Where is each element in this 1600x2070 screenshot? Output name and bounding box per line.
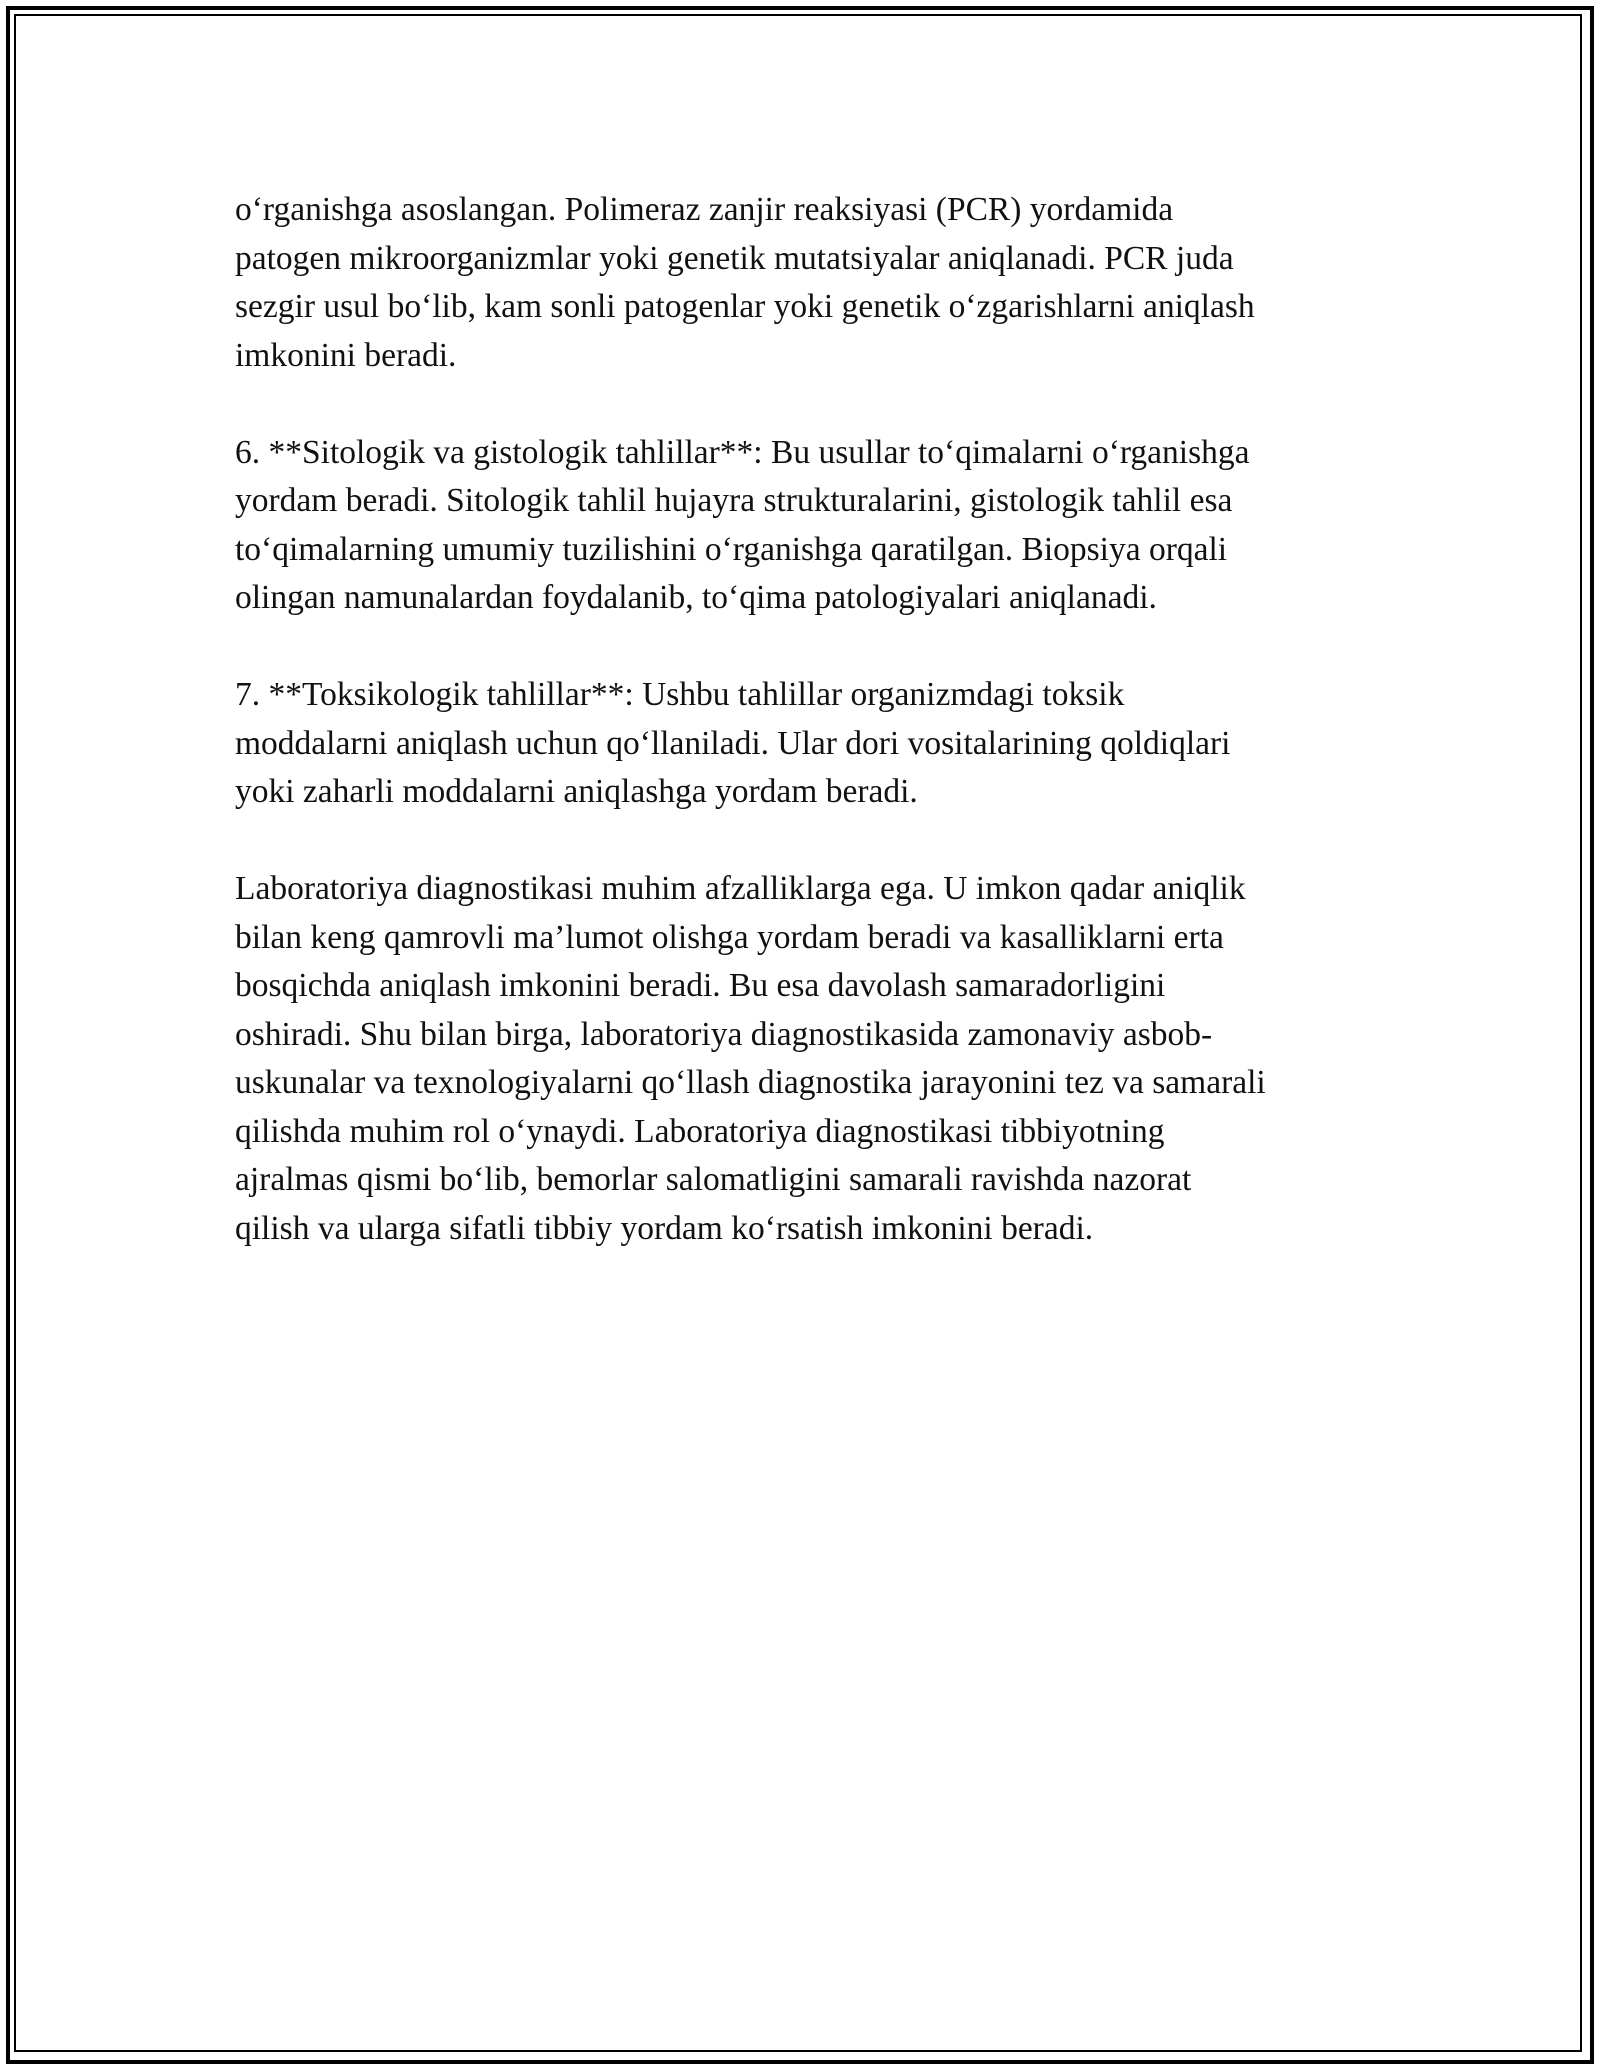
- paragraph-toxicology: 7. **Toksikologik tahlillar**: Ushbu tahlillar organizmdagi toksik moddalarni aniqlash uchun qo‘llaniladi. Ular dori vositalarining qoldiqlari yoki zaharli moddalarni aniqlashga yordam beradi.: [235, 676, 1231, 810]
- paragraph-cytology-histology: 6. **Sitologik va gistologik tahlillar**: Bu usullar to‘qimalarni o‘rganishga yordam beradi. Sitologik tahlil hujayra strukturalarini, gistologik tahlil esa to‘qimalarning umumiy tuzilishini o‘rganishga qaratilgan. Biopsiya orqali olingan namunalardan foydalanib, to‘qima patologiyalari aniqlanadi.: [235, 433, 1250, 616]
- paragraph-conclusion: Laboratoriya diagnostikasi muhim afzalliklarga ega. U imkon qadar aniqlik bilan keng qamrovli ma’lumot olishga yordam beradi va kasalliklarni erta bosqichda aniqlash imkonini beradi. Bu esa davolash samaradorligini oshiradi. Shu bilan birga, laboratoriya diagnostikasida zamonaviy asbob- uskunalar va texnologiyalarni qo‘llash diagnostika jarayonini tez va samarali qilishda muhim rol o‘ynaydi. Laboratoriya diagnostikasi tibbiyotning ajralmas qismi bo‘lib, bemorlar salomatligini samarali ravishda nazorat qilish va ularga sifatli tibbiy yordam ko‘rsatish imkonini beradi.: [235, 870, 1266, 1247]
- paragraph-pcr-continuation: o‘rganishga asoslangan. Polimeraz zanjir reaksiyasi (PCR) yordamida patogen mikroorganizmlar yoki genetik mutatsiyalar aniqlanadi. PCR juda sezgir usul bo‘lib, kam sonli patogenlar yoki genetik o‘zgarishlarni aniqlash imkonini beradi.: [235, 191, 1255, 374]
- document-body: [235, 186, 1375, 1302]
